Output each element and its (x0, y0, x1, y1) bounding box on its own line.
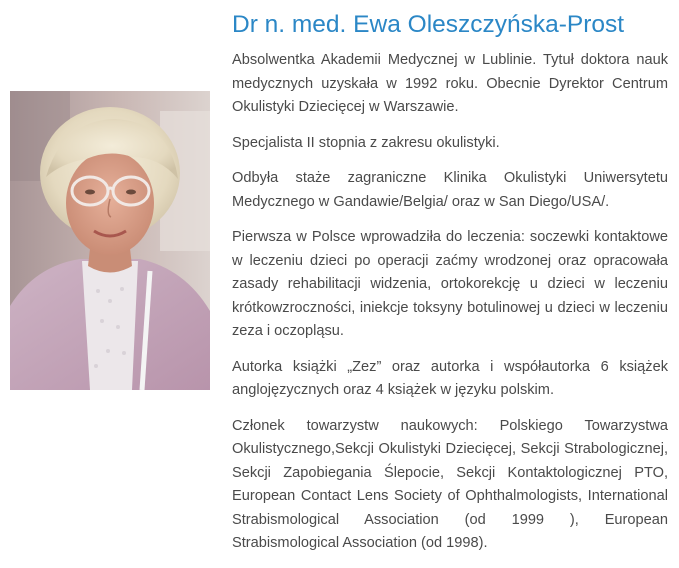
bio-paragraph-internships: Odbyła staże zagraniczne Klinika Okulistyki Uniwersytetu Medycznego w Gandawie/Belgia/ oraz w San Diego/USA/. (232, 170, 668, 210)
bio-paragraph-memberships: Członek towarzystw naukowych: Polskiego Towarzystwa Okulistycznego,Sekcji Okulistyki Dziecięcej, Sekcji Strabologicznej, Sekcji Zapobiegania Ślepocie, Sekcji Kontaktologicznej PTO, European Contact Lens Society of Ophthalmologists, International Strabismological Association (od 1999 ), European Strabismological Association (od 1998). (232, 417, 668, 551)
bio-paragraph-specialization: Specjalista II stopnia z zakresu okulistyki. (232, 134, 500, 151)
profile-photo (10, 91, 210, 390)
portrait-illustration (10, 91, 210, 390)
bio-paragraph-publications: Autorka książki „Zez” oraz autorka i współautorka 6 książek anglojęzycznych oraz 4 książek w języku polskim. (232, 358, 668, 398)
bio-paragraph-education: Absolwentka Akademii Medycznej w Lublinie. Tytuł doktora nauk medycznych uzyskała w 1992 roku. Obecnie Dyrektor Centrum Okulistyki Dziecięcej w Warszawie. (232, 52, 668, 115)
bio-paragraph-innovations: Pierwsza w Polsce wprowadziła do leczenia: soczewki kontaktowe w leczeniu dzieci po operacji zaćmy wrodzonej oraz opracowała zasady rehabilitacji widzenia, ortokorekcję u dzieci w leczeniu krótkowzroczności, iniekcje toksyny botulinowej u dzieci w leczeniu zeza i oczopląsu. (232, 229, 668, 339)
doctor-name-heading: Dr n. med. Ewa Oleszczyńska-Prost (232, 11, 625, 38)
profile-content (232, 8, 668, 568)
